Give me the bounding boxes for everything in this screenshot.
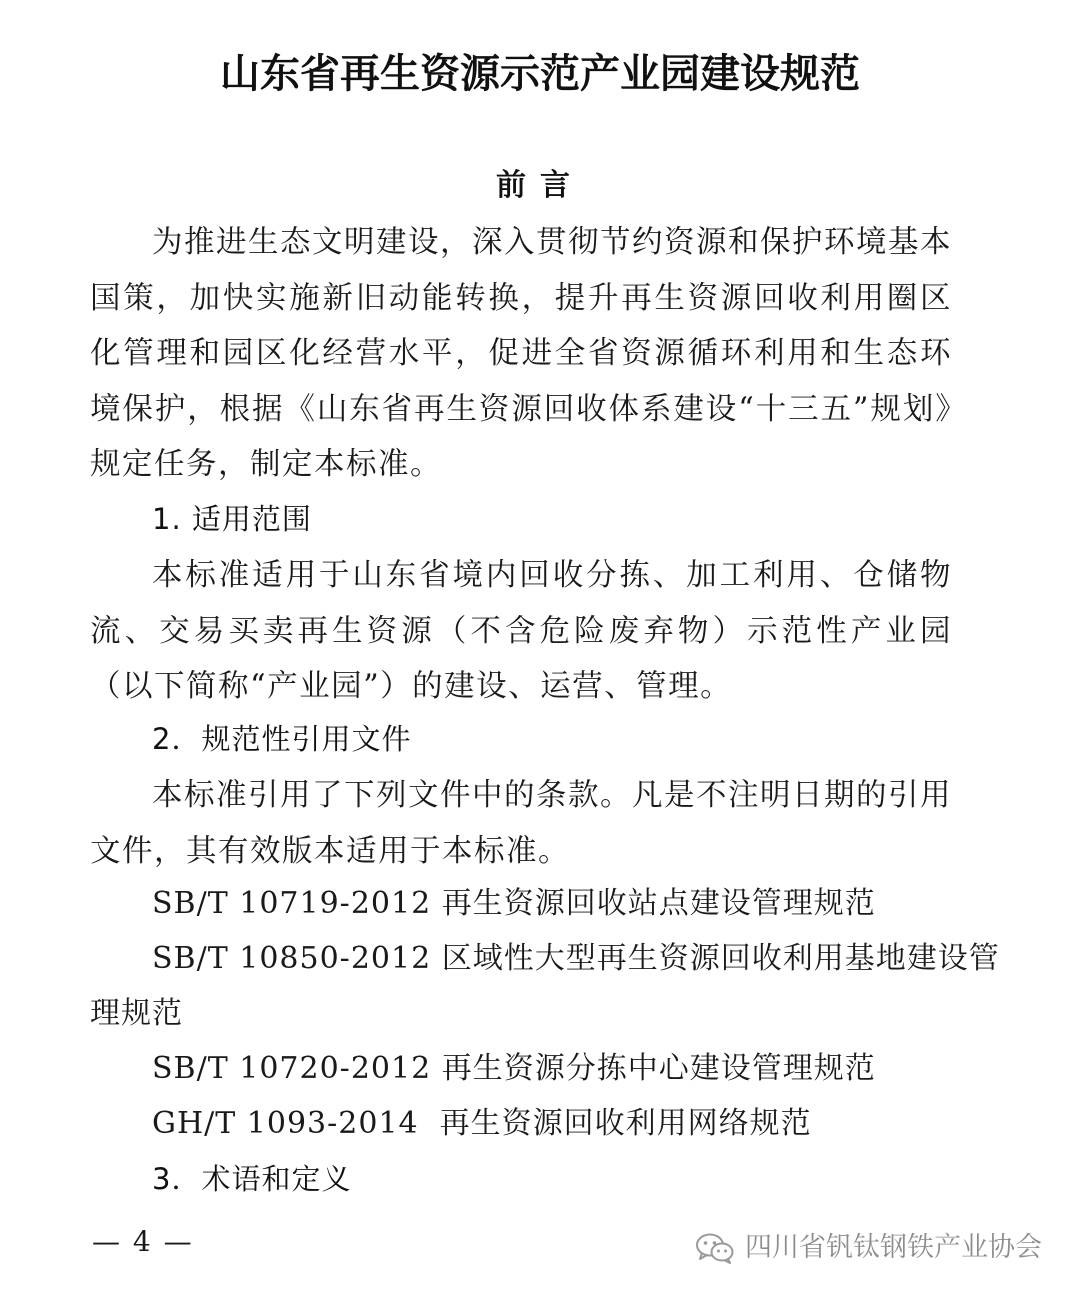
page-title: 山东省再生资源示范产业园建设规范 <box>220 51 860 97</box>
reference-item-continuation: 理规范 <box>90 996 183 1031</box>
page-number: — 4 — <box>92 1225 194 1258</box>
preface-paragraph: 为推进生态文明建设，深入贯彻节约资源和保护环境基本国策，加快实施新旧动能转换，提升再生资源回收利用圈区化管理和园区化经营水平，促进全省资源循环利用和生态环境保护，根据《山东省再生资源回收体系建设“十三五”规划》规定任务，制定本标准。 <box>90 225 952 482</box>
reference-item: SB/T 10720-2012 再生资源分拣中心建设管理规范 <box>152 1051 876 1086</box>
reference-item: GH/T 1093-2014 再生资源回收利用网络规范 <box>152 1106 812 1141</box>
scope-paragraph: 本标准适用于山东省境内回收分拣、加工利用、仓储物流、交易买卖再生资源（不含危险废弃物）示范性产业园（以下简称“产业园”）的建设、运营、管理。 <box>90 558 952 704</box>
preface-title: 前言 <box>496 168 584 203</box>
reference-item: SB/T 10850-2012 区域性大型再生资源回收利用基地建设管 <box>152 941 1000 976</box>
watermark <box>695 1228 1042 1268</box>
references-paragraph: 本标准引用了下列文件中的条款。凡是不注明日期的引用文件，其有效版本适用于本标准。 <box>90 778 952 869</box>
reference-item: SB/T 10719-2012 再生资源回收站点建设管理规范 <box>152 886 876 921</box>
watermark-text: 四川省钒钛钢铁产业协会 <box>745 1232 1042 1263</box>
section-heading-scope: 1. 适用范围 <box>152 502 312 536</box>
section-heading-terms: 3．术语和定义 <box>152 1162 352 1196</box>
wechat-icon <box>695 1232 735 1264</box>
section-heading-normative-references: 2．规范性引用文件 <box>152 722 412 756</box>
